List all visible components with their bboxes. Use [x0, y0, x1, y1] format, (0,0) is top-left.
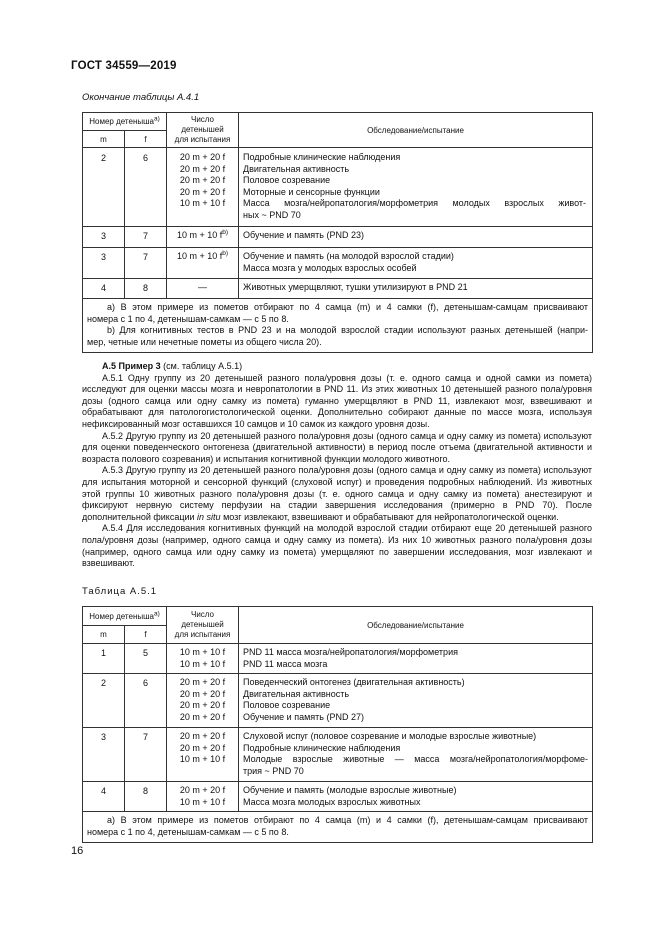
f-header: f	[125, 626, 167, 644]
table-row: 3 7 10 m + 10 $f^{b)}$ Обучение и память (PND 23)	[83, 227, 593, 248]
paragraph: А.5.3 Другую группу из 20 детенышей разного пола/уровня дозы (одного самца и одну самку из помета) используют для испытания моторной и сенсорной функций (слуховой испуг) и проведения подробных наблюдений. Из животных этой группы 10 животных разного пола/уровня дозы (т. е. одного самца и одну самку из помета) анестезируют и фиксируют нервную систему перфузии на стадии завершения исследования (примерно в PND 70). После дополнительной фиксации in situ мозг извлекают, взвешивают и обрабатывают для нейропатологической оценки.	[82, 465, 592, 522]
m-header: m	[83, 131, 125, 148]
table1-caption: Окончание таблицы А.4.1	[82, 92, 200, 103]
table-footnotes: a) В этом примере из пометов отбирают по 4 самца (m) и 4 самки (f), детенышам-самцам присваивают номера с 1 по 4, детенышам-самкам — с 5 по 8. b) Для когнитивных тестов в PND 23 и на молодой взрослой стадии используют разных детенышей (напри- мер, четные или нечетные пометы из общего числа 20).	[83, 299, 593, 353]
table-row: 3 7 10 m + 10 $f^{b)}$ Обучение и память (на молодой взрослой стадии) Масса мозга у молодых взрослых особей	[83, 248, 593, 279]
table-footnotes: a) В этом примере из пометов отбирают по 4 самца (m) и 4 самки (f), детенышам-самцам присваивают номера с 1 по 4, детенышам-самкам — с 5 по 8.	[83, 812, 593, 843]
pups-header: Номер детеныша$^{а)}$	[83, 113, 167, 131]
count-header: Число детенышей для испытания	[167, 113, 239, 148]
m-header: m	[83, 626, 125, 644]
section-a5	[82, 361, 592, 570]
count-header: Число детенышей для испытания	[167, 607, 239, 644]
section-title: А.5 Пример 3 (см. таблицу А.5.1)	[102, 361, 243, 371]
pups-header: Номер детеныша$^{а)}$	[83, 607, 167, 626]
table-row: 1 5 10 m + 10 f 10 m + 10 f PND 11 масса мозга/нейропатология/морфометрия PND 11 масса мозга	[83, 644, 593, 674]
page-number: 16	[71, 845, 84, 857]
footnote-b: b) Для когнитивных тестов в PND 23 и на молодой взрослой стадии используют разных детенышей (напри-	[107, 325, 589, 335]
table-row: 4 8 — Животных умерщвляют, тушки утилизируют в PND 21	[83, 279, 593, 299]
table-row: 3 7 20 m + 20 f 20 m + 20 f 10 m + 10 f Слуховой испуг (половое созревание и молодые взрослые животные) Подробные клинические наблюдения Молодые взрослые животные — масса мозга/нейропатология/морфоме- трия ~ PND 70	[83, 728, 593, 782]
table-a51	[82, 606, 593, 843]
table-row: 2 6 20 m + 20 f 20 m + 20 f 20 m + 20 f 20 m + 20 f Поведенческий онтогенез (двигательная активность) Двигательная активность Половое созревание Обучение и память (PND 27)	[83, 674, 593, 728]
table-a41	[82, 112, 593, 353]
paragraph: А.5.1 Одну группу из 20 детенышей разного пола/уровня дозы (т. е. одного самца и одной самки из помета) исследуют для оценки массы мозга и невропатологии в PND 11. Из этих животных 10 детенышей разного пола/уровня дозы (одного самца или одну самку из помета) гуманно умерщвляют в PND 11, извлекают мозг, взвешивают и обрабатывают для патологогистологической оценки. Дополнительно собирают данные по массе мозга, используя нефиксированный мозг оставшихся 10 самцов и 10 самок из каждого уровня дозы.	[82, 372, 592, 429]
study-header: Обследование/испытание	[239, 607, 593, 644]
footnote-a: a) В этом примере из пометов отбирают по 4 самца (m) и 4 самки (f), детенышам-самцам присваивают	[107, 815, 589, 825]
table2-caption: Таблица А.5.1	[82, 586, 158, 597]
table-row: 2 6 20 m + 20 f 20 m + 20 f 20 m + 20 f 20 m + 20 f 10 m + 10 f Подробные клинические наблюдения Двигательная активность Половое созревание Моторные и сенсорные функции Масса мозга/нейропатология/морфометрия молодых взрослых живот- ных ~ PND 70	[83, 148, 593, 227]
study-header: Обследование/испытание	[239, 113, 593, 148]
document-code: ГОСТ 34559—2019	[71, 60, 177, 72]
footnote-a: a) В этом примере из пометов отбирают по 4 самца (m) и 4 самки (f), детенышам-самцам присваивают	[107, 302, 589, 312]
f-header: f	[125, 131, 167, 148]
table-row: 4 8 20 m + 20 f 10 m + 10 f Обучение и память (молодые взрослые животные) Масса мозга молодых взрослых животных	[83, 782, 593, 812]
paragraph: А.5.4 Для исследования когнитивных функций на молодой взрослой стадии отбирают еще 20 детенышей разного пола/уровня дозы (например, одного самца и одну самку из помета). Из них 10 животных разного пола/уровня дозы (например, одного самца или одну самку из помета) умерщвляют по завершении исследования, мозг извлекают и взвешивают.	[82, 523, 592, 569]
paragraph: А.5.2 Другую группу из 20 детенышей разного пола/уровня дозы (одного самца и одну самку из помета) используют для оценки поведенческого онтогенеза (двигательной активности) в период после отъема (двигательной активности и возраста полового созревания) и испытания когнитивной функции молодого животного.	[82, 430, 592, 464]
